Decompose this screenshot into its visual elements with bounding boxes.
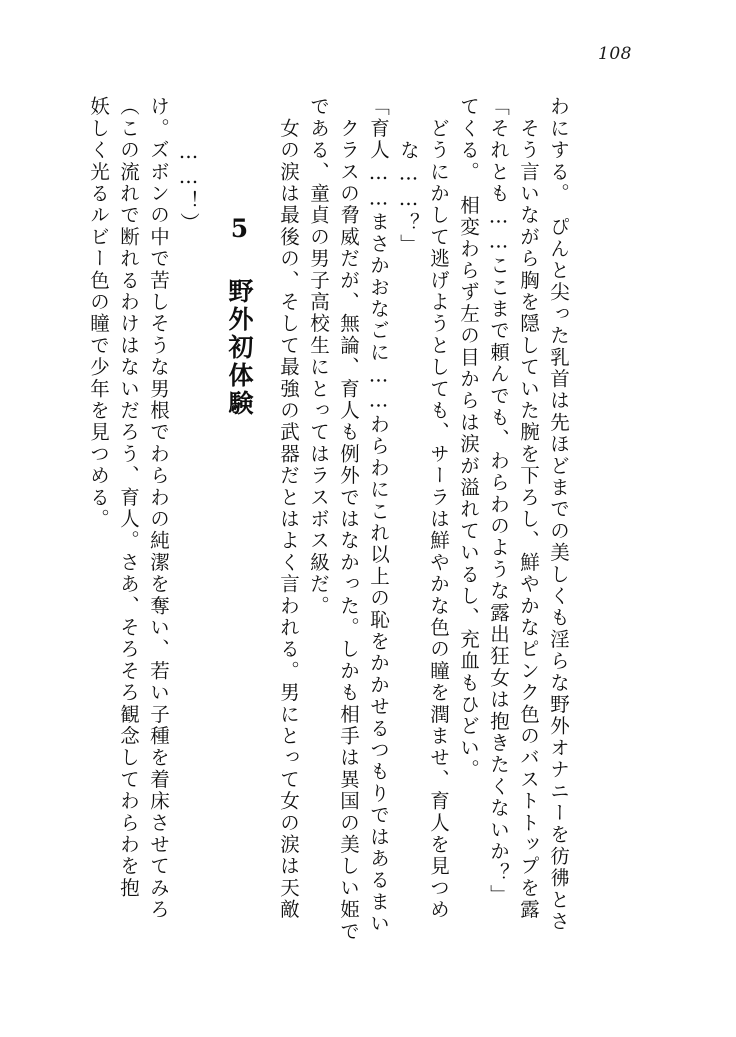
text-column: てくる。 相変わらず左の目からは涙が溢れているし、充血もひどい。 bbox=[457, 96, 480, 781]
text-column: ……！） bbox=[177, 140, 200, 234]
vertical-text-body bbox=[78, 96, 648, 966]
column-gap bbox=[252, 96, 268, 966]
text-column: 妖しく光るルビー色の瞳で少年を見つめる。 bbox=[87, 96, 110, 530]
column-gap bbox=[198, 96, 214, 966]
text-column: 「育人……まさかおなごに……わらわにこれ以上の恥をかかせるつもりではあるまい bbox=[367, 96, 390, 935]
page-number: 108 bbox=[598, 44, 632, 64]
text-column: である、童貞の男子高校生にとってはラスボス級だ。 bbox=[307, 96, 330, 617]
text-column: な……？」 bbox=[397, 140, 420, 256]
text-column: 女の涙は最後の、そして最強の武器だとはよく言われる。男にとって女の涙は天敵 bbox=[277, 96, 300, 921]
text-column: 「それとも……ここまで頼んでも、わらわのような露出狂女は抱きたくないか？」 bbox=[487, 96, 510, 906]
chapter-heading: 5 野外初体験 bbox=[225, 214, 254, 418]
text-column: わにする。 ぴんと尖った乳首は先ほどまでの美しくも淫らな野外オナニーを彷彿とさ bbox=[547, 96, 570, 933]
text-column: （この流れで断れるわけはないだろう、育人。さあ、そろそろ観念してわらわを抱 bbox=[117, 96, 140, 899]
text-column: どうにかして逃げようとしても、サーラは鮮やかな色の瞳を潤ませ、育人を見つめ bbox=[427, 96, 450, 921]
text-column: そう言いながら胸を隠していた腕を下ろし、鮮やかなピンク色のバストトップを露 bbox=[517, 96, 540, 921]
text-column: クラスの脅威だが、無論、育人も例外ではなかった。しかも相手は異国の美しい姫で bbox=[337, 96, 360, 943]
text-column: け。ズボンの中で苦しそうな男根でわらわの純潔を奪い、若い子種を着床させてみろ bbox=[147, 96, 170, 921]
